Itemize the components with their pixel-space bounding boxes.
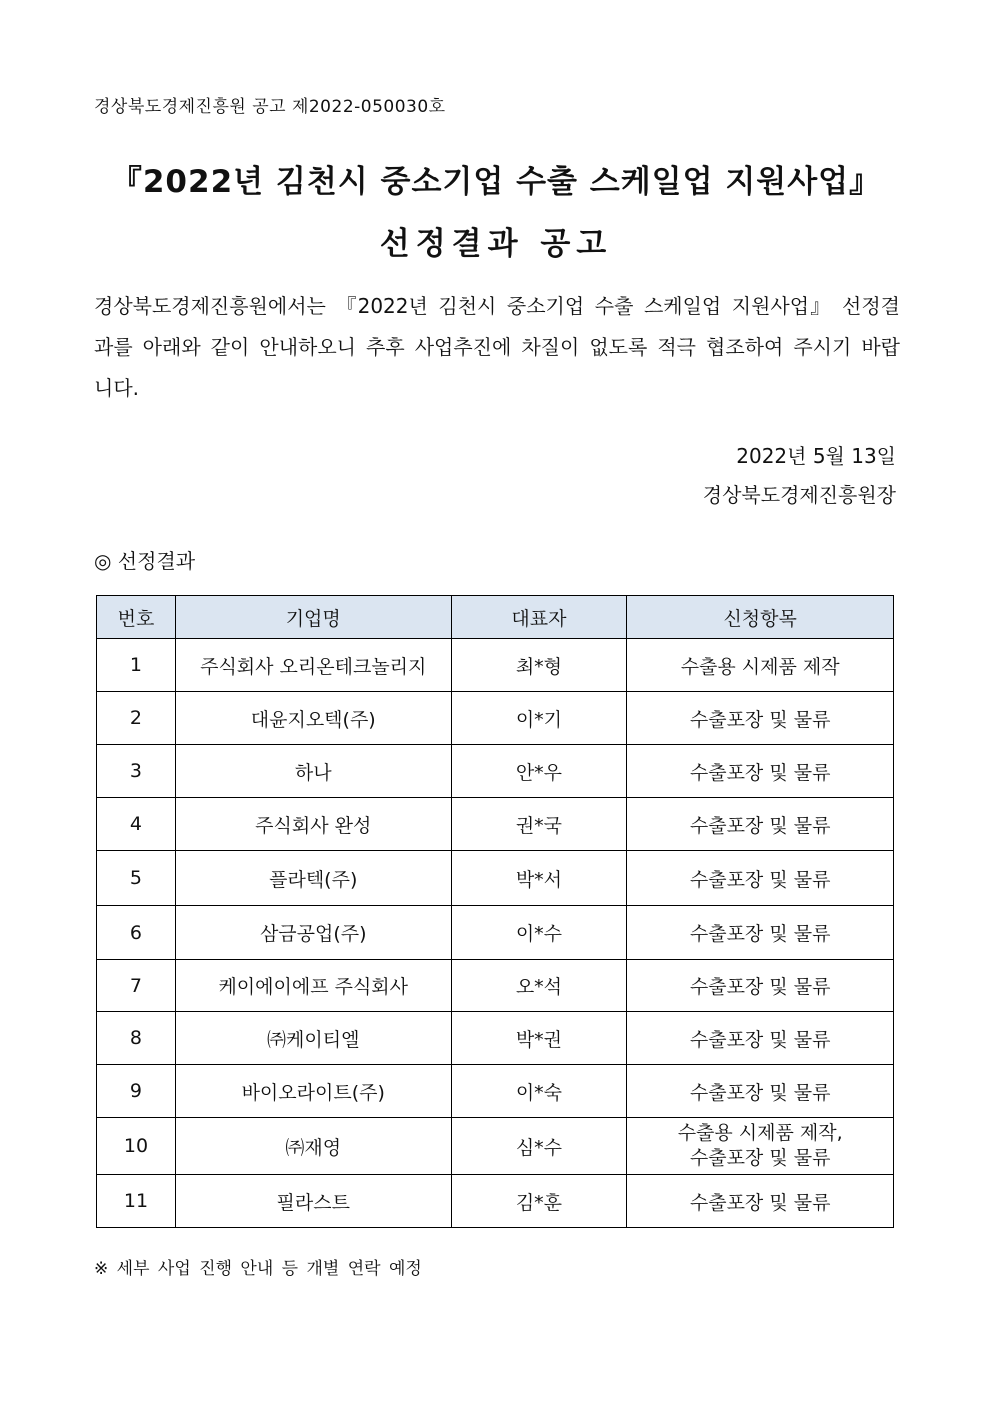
cell-company: 주식회사 오리온테크놀리지 — [175, 639, 451, 692]
footnote: ※ 세부 사업 진행 안내 등 개별 연락 예정 — [94, 1259, 422, 1279]
cell-representative: 최*형 — [451, 639, 627, 692]
cell-applied-item: 수출포장 및 물류 — [627, 851, 894, 906]
cell-applied-item: 수출포장 및 물류 — [627, 692, 894, 745]
page-title: 『2022년 김천시 중소기업 수출 스케일업 지원사업』 — [110, 164, 882, 200]
cell-company: 삼금공업(주) — [175, 906, 451, 960]
cell-company: 필라스트 — [175, 1175, 451, 1228]
cell-representative: 심*수 — [451, 1118, 627, 1175]
table-row — [97, 1175, 894, 1228]
table-row — [97, 906, 894, 960]
cell-number: 2 — [97, 692, 176, 745]
cell-company: 주식회사 완성 — [175, 798, 451, 851]
intro-paragraph: 경상북도경제진흥원에서는 『2022년 김천시 중소기업 수출 스케일업 지원사업』 선정결과를 아래와 같이 안내하오니 추후 사업추진에 차질이 없도록 적극 협조하여 주시기 바랍니다. — [94, 294, 900, 400]
issue-date: 2022년 5월 13일 — [736, 444, 896, 468]
cell-company: 하나 — [175, 745, 451, 798]
cell-company: 케이에이에프 주식회사 — [175, 960, 451, 1012]
cell-applied-item: 수출포장 및 물류 — [627, 798, 894, 851]
applied-item-line: 수출용 시제품 제작, — [677, 1122, 843, 1144]
page-subtitle: 선정결과 공고 — [379, 226, 613, 262]
cell-applied-item: 수출포장 및 물류 — [627, 1065, 894, 1118]
cell-applied-item — [627, 1118, 894, 1175]
cell-representative: 권*국 — [451, 798, 627, 851]
cell-representative: 이*기 — [451, 692, 627, 745]
cell-representative: 김*훈 — [451, 1175, 627, 1228]
cell-company: 플라텍(주) — [175, 851, 451, 906]
cell-number: 7 — [97, 960, 176, 1012]
cell-number: 8 — [97, 1012, 176, 1065]
header-company: 기업명 — [175, 596, 451, 639]
cell-representative: 이*숙 — [451, 1065, 627, 1118]
header-number: 번호 — [97, 596, 176, 639]
header-representative: 대표자 — [451, 596, 627, 639]
table-row — [97, 851, 894, 906]
table-row — [97, 639, 894, 692]
cell-applied-item: 수출포장 및 물류 — [627, 906, 894, 960]
cell-company: ㈜재영 — [175, 1118, 451, 1175]
table-row — [97, 692, 894, 745]
cell-representative: 이*수 — [451, 906, 627, 960]
selection-results-table — [96, 595, 894, 1228]
cell-company: 바이오라이트(주) — [175, 1065, 451, 1118]
cell-applied-item: 수출포장 및 물류 — [627, 745, 894, 798]
cell-number: 11 — [97, 1175, 176, 1228]
cell-number: 3 — [97, 745, 176, 798]
table-row — [97, 745, 894, 798]
section-heading: ◎ 선정결과 — [94, 549, 196, 573]
cell-company: 대윤지오텍(주) — [175, 692, 451, 745]
table-row — [97, 1012, 894, 1065]
cell-representative: 안*우 — [451, 745, 627, 798]
cell-representative: 오*석 — [451, 960, 627, 1012]
cell-company: ㈜케이티엘 — [175, 1012, 451, 1065]
cell-applied-item: 수출포장 및 물류 — [627, 960, 894, 1012]
cell-number: 4 — [97, 798, 176, 851]
cell-number: 5 — [97, 851, 176, 906]
cell-number: 1 — [97, 639, 176, 692]
issuer-name: 경상북도경제진흥원장 — [702, 483, 896, 507]
table-row — [97, 798, 894, 851]
cell-representative: 박*권 — [451, 1012, 627, 1065]
table-row — [97, 1118, 894, 1175]
table-header-row — [97, 596, 894, 639]
cell-number: 9 — [97, 1065, 176, 1118]
cell-number: 10 — [97, 1118, 176, 1175]
notice-number: 경상북도경제진흥원 공고 제2022-050030호 — [94, 97, 446, 117]
table-row — [97, 1065, 894, 1118]
cell-applied-item: 수출포장 및 물류 — [627, 1175, 894, 1228]
header-applied-item: 신청항목 — [627, 596, 894, 639]
cell-number: 6 — [97, 906, 176, 960]
cell-representative: 박*서 — [451, 851, 627, 906]
cell-applied-item: 수출용 시제품 제작 — [627, 639, 894, 692]
table-row — [97, 960, 894, 1012]
cell-applied-item: 수출포장 및 물류 — [627, 1012, 894, 1065]
applied-item-line: 수출포장 및 물류 — [689, 1147, 831, 1169]
